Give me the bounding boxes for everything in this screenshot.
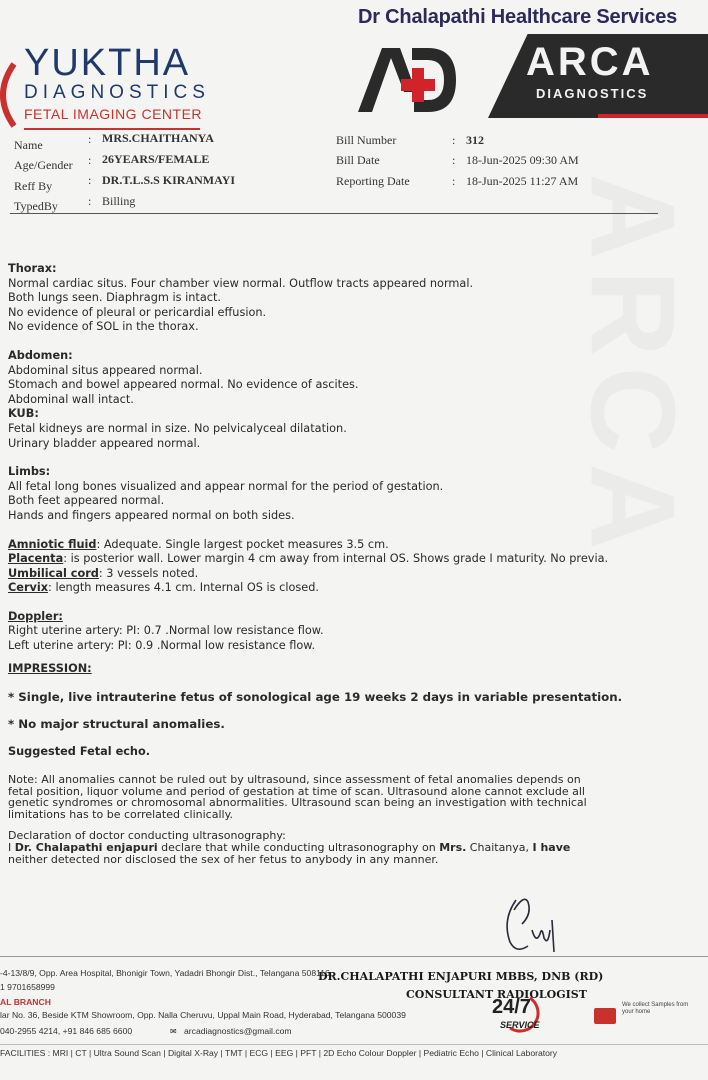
- impression-heading: IMPRESSION:: [8, 661, 92, 675]
- phone-1: 1 9701658999: [0, 982, 55, 992]
- bill-no-label: Bill Number: [336, 133, 397, 147]
- home-collection-text: We collect Samples from your home: [622, 1002, 689, 1015]
- thorax-line: No evidence of pleural or pericardial effusion.: [8, 305, 267, 319]
- amniotic-fluid: [8, 538, 676, 553]
- yuktha-name: YUKTHA: [24, 42, 191, 84]
- yuktha-rule: [24, 128, 200, 130]
- facilities-list: FACILITIES : MRI | CT | Ultra Sound Scan | Digital X-Ray | TMT | ECG | EEG | PFT | 2D Echo Colour Doppler | Pediatric Echo | Clinical Laboratory: [0, 1048, 558, 1058]
- declaration: [8, 830, 676, 865]
- decl-part: Chaitanya,: [466, 841, 533, 854]
- name-value: MRS.CHAITHANYA: [102, 131, 214, 145]
- placenta-label: Placenta: [8, 552, 64, 566]
- limbs-line: Both feet appeared normal.: [8, 494, 165, 508]
- doppler-line: Right uterine artery: PI: 0.7 .Normal low resistance flow.: [8, 624, 324, 638]
- service-badge: [490, 994, 566, 1038]
- bill-date-label: Bill Date: [336, 153, 380, 167]
- thorax-line: Both lungs seen. Diaphragm is intact.: [8, 291, 221, 305]
- cervix-text: : length measures 4.1 cm. Internal OS is closed.: [48, 581, 320, 595]
- report-date-sep: :: [452, 174, 456, 188]
- thorax-heading: Thorax:: [8, 262, 57, 275]
- bill-no-sep: :: [452, 133, 456, 147]
- email: arcadiagnostics@gmail.com: [184, 1026, 292, 1036]
- placenta-text: : is posterior wall. Lower margin 4 cm away from internal OS. Shows grade I maturity. No previa.: [63, 552, 609, 566]
- address-line-2: lar No. 36, Beside KTM Showroom, Opp. Nalla Cheruvu, Uppal Main Road, Hyderabad, Telangana 500039: [0, 1010, 406, 1020]
- ref-value: DR.T.L.S.S KIRANMAYI: [102, 173, 236, 187]
- placenta: [8, 552, 676, 567]
- kub-line: Fetal kidneys are normal in size. No pelvicalyceal dilatation.: [8, 421, 347, 435]
- header-divider: [10, 213, 658, 214]
- amniotic-label: Amniotic fluid: [8, 537, 97, 551]
- age-label: Age/Gender: [14, 158, 73, 172]
- declaration-line: neither detected nor disclosed the sex of her fetus to anybody in any manner.: [8, 852, 439, 866]
- abdomen-line: Stomach and bowel appeared normal. No evidence of ascites.: [8, 378, 359, 392]
- yuktha-sub: DIAGNOSTICS: [24, 82, 210, 103]
- email-icon: ✉: [170, 1027, 177, 1036]
- age-value: 26YEARS/FEMALE: [102, 152, 210, 166]
- typed-sep: :: [88, 194, 92, 208]
- doppler-line: Left uterine artery: PI: 0.9 .Normal low resistance flow.: [8, 639, 316, 653]
- ref-sep: :: [88, 173, 92, 187]
- note-line: genetic syndromes or chromosomal abnormalities. Ultrasound scan being an investigation with technical: [8, 796, 587, 810]
- thorax-line: Normal cardiac situs. Four chamber view normal. Outflow tracts appeared normal.: [8, 276, 474, 290]
- amniotic-text: : Adequate. Single largest pocket measures 3.5 cm.: [96, 537, 389, 551]
- report-date-value: 18-Jun-2025 11:27 AM: [466, 174, 579, 188]
- umbilical-cord: [8, 567, 676, 582]
- decl-patient: Mrs.: [439, 841, 467, 854]
- typed-value: Billing: [102, 194, 136, 208]
- badge-sub: SERVICE: [500, 1020, 540, 1030]
- decl-part: I: [8, 841, 15, 854]
- doppler-heading: Doppler:: [8, 609, 63, 623]
- suggestion: Suggested Fetal echo.: [8, 745, 151, 759]
- decl-part: declare that while conducting ultrasonography on: [157, 841, 440, 854]
- home-collection-icon: [594, 1008, 616, 1024]
- note-line: fetal position, liquor volume and period of gestation at time of scan. Ultrasound alone cannot exclude all: [8, 784, 585, 798]
- kub-line: Urinary bladder appeared normal.: [8, 436, 201, 450]
- declaration-heading: Declaration of doctor conducting ultrasonography:: [8, 829, 286, 843]
- decl-i: I have: [532, 841, 571, 854]
- limbs-heading: Limbs:: [8, 465, 51, 479]
- impression-line: * No major structural anomalies.: [8, 716, 225, 731]
- disclaimer-note: [8, 774, 676, 820]
- arca-name: ARCA: [526, 40, 654, 84]
- abdomen-heading: Abdomen:: [8, 348, 73, 362]
- age-sep: :: [88, 153, 92, 167]
- cervix-label: Cervix: [8, 581, 49, 595]
- name-label: Name: [14, 138, 43, 152]
- name-sep: :: [88, 132, 92, 146]
- impression-line: * Single, live intrauterine fetus of sonological age 19 weeks 2 days in variable presentation.: [8, 690, 623, 705]
- ref-label: Reff By: [14, 179, 53, 193]
- abdomen-line: Abdominal situs appeared normal.: [8, 363, 203, 377]
- limbs-line: Hands and fingers appeared normal on both sides.: [8, 508, 295, 522]
- thorax-line: No evidence of SOL in the thorax.: [8, 320, 199, 334]
- footer-divider: [0, 956, 708, 957]
- limbs-line: All fetal long bones visualized and appear normal for the period of gestation.: [8, 479, 444, 493]
- badge-text: 24/7: [492, 996, 531, 1018]
- note-line: Note: All anomalies cannot be ruled out by ultrasound, since assessment of fetal anomalies depends on: [8, 773, 581, 787]
- decl-doctor: Dr. Chalapathi enjapuri: [14, 841, 158, 854]
- address-line-1: -4-13/8/9, Opp. Area Hospital, Bhonigir Town, Yadadri Bhongir Dist., Telangana 508116: [0, 968, 330, 978]
- cord-text: : 3 vessels noted.: [98, 566, 199, 580]
- yuktha-logo: [24, 44, 210, 124]
- declaration-line: [8, 842, 676, 854]
- abdomen-line: Abdominal wall intact.: [8, 392, 134, 406]
- bill-date-sep: :: [452, 153, 456, 167]
- kub-heading: KUB:: [8, 407, 39, 421]
- doctor-signature: [494, 880, 574, 960]
- phone-2: 040-2955 4214, +91 846 685 6600: [0, 1026, 133, 1036]
- group-name: Dr Chalapathi Healthcare Services: [358, 6, 678, 28]
- arca-red-bar: [598, 114, 708, 118]
- yuktha-arc-icon: [0, 60, 20, 130]
- branch-label: AL BRANCH: [0, 997, 51, 1007]
- report-date-label: Reporting Date: [336, 174, 410, 188]
- ad-logo-icon: [356, 44, 460, 114]
- arca-sub: DIAGNOSTICS: [536, 86, 649, 101]
- cord-label: Umbilical cord: [8, 566, 99, 580]
- doctor-title: CONSULTANT RADIOLOGIST: [406, 988, 587, 1001]
- doctor-name: DR.CHALAPATHI ENJAPURI MBBS, DNB (RD): [318, 970, 604, 983]
- facilities-divider: [0, 1044, 708, 1045]
- yuktha-tag: FETAL IMAGING CENTER: [24, 106, 203, 122]
- typed-label: TypedBy: [14, 199, 58, 213]
- cervix: [8, 581, 676, 596]
- report-body: [8, 262, 676, 865]
- bill-date-value: 18-Jun-2025 09:30 AM: [466, 153, 579, 167]
- bill-no-value: 312: [466, 133, 484, 147]
- note-line: limitations has to be correlated clinically.: [8, 807, 234, 821]
